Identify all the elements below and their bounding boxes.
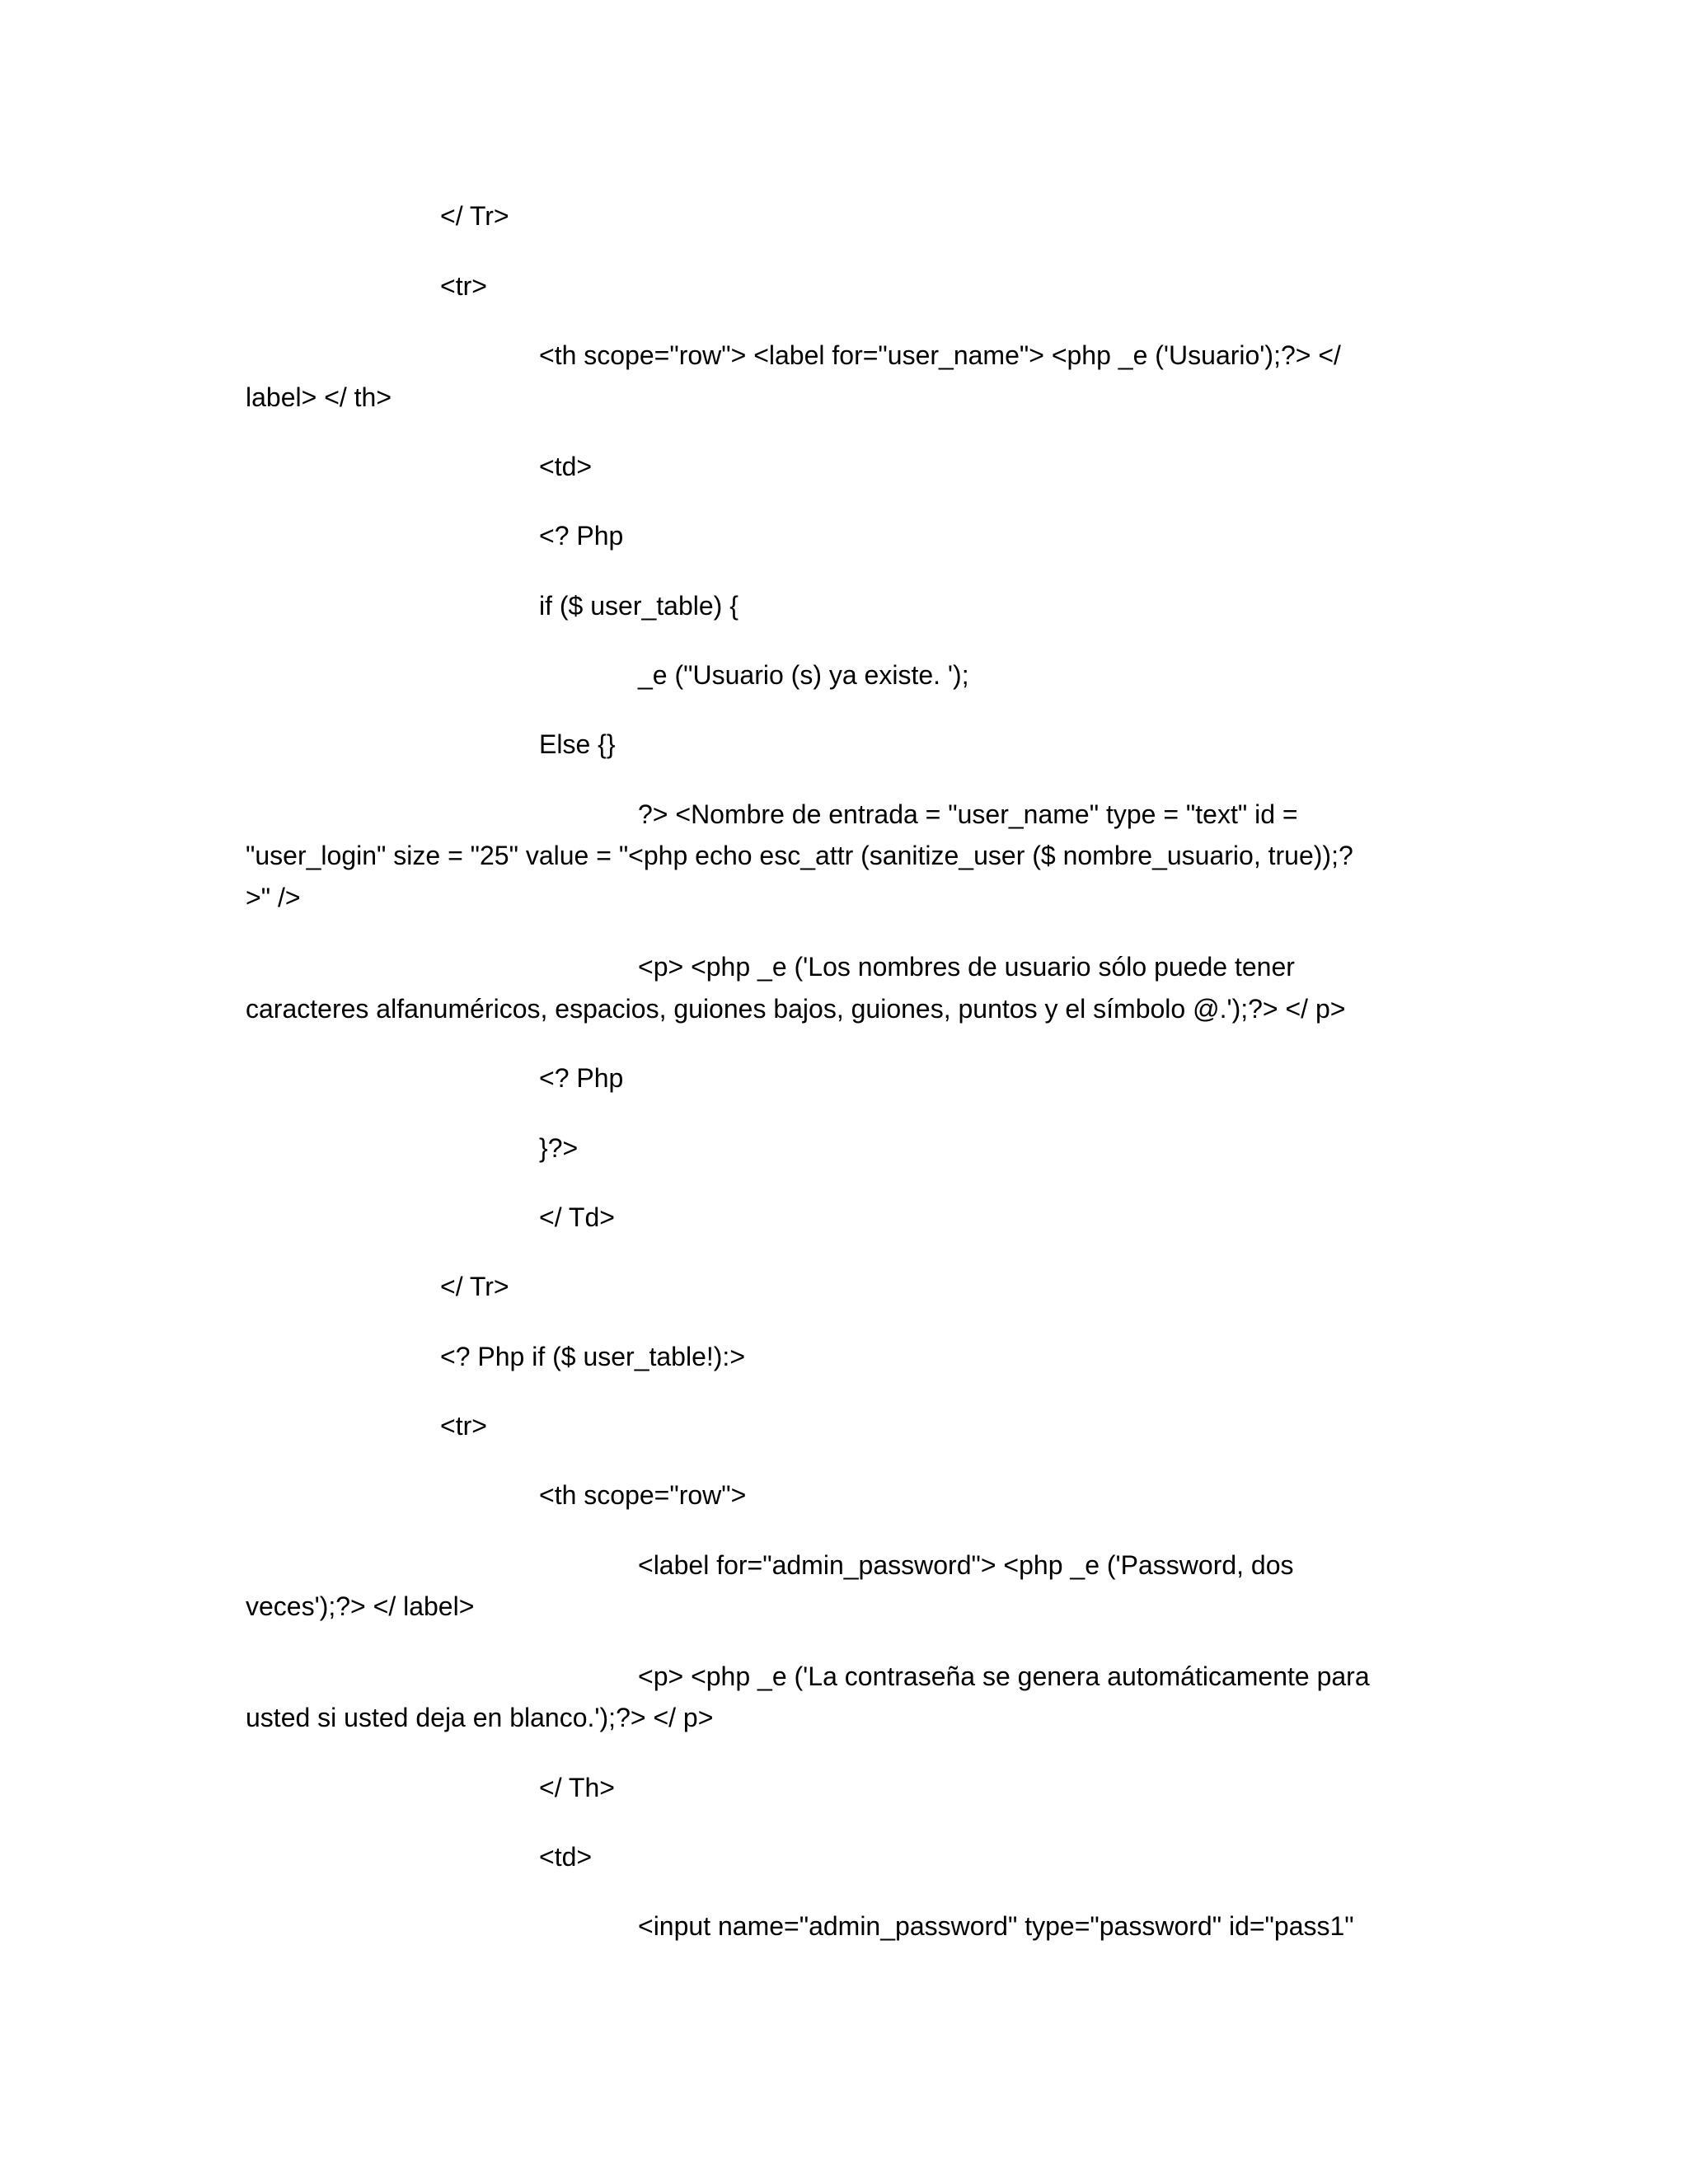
- code-line: </ Tr>: [440, 201, 509, 231]
- code-line: </ Td>: [539, 1202, 615, 1232]
- code-line: <td>: [539, 452, 593, 481]
- code-line: veces');?> </ label>: [246, 1591, 475, 1621]
- code-line: ?> <Nombre de entrada = "user_name" type = "text" id =: [638, 799, 1298, 829]
- code-line: <p> <php _e ('La contraseña se genera automáticamente para: [638, 1661, 1370, 1691]
- code-line: </ Tr>: [440, 1272, 509, 1301]
- code-line: <label for="admin_password"> <php _e ('Password, dos: [638, 1550, 1294, 1580]
- code-line: <p> <php _e ('Los nombres de usuario sólo puede tener: [638, 952, 1295, 982]
- code-line: <? Php: [539, 1063, 624, 1093]
- code-line: <tr>: [440, 271, 487, 301]
- code-line: _e ("Usuario (s) ya existe. ');: [638, 660, 969, 690]
- code-line: <td>: [539, 1842, 593, 1872]
- code-line: Else {}: [539, 729, 616, 759]
- code-line: </ Th>: [539, 1773, 615, 1802]
- code-line: label> </ th>: [246, 382, 392, 412]
- code-line: <? Php: [539, 521, 624, 551]
- code-line: <th scope="row">: [539, 1480, 747, 1510]
- code-line: if ($ user_table) {: [539, 591, 738, 621]
- code-line: <th scope="row"> <label for="user_name"> <php _e ('Usuario');?> </: [539, 340, 1341, 370]
- code-line: <input name="admin_password" type="password" id="pass1": [638, 1911, 1354, 1941]
- code-line: <? Php if ($ user_table!):>: [440, 1342, 745, 1371]
- code-line: }?>: [539, 1133, 579, 1163]
- code-line: <tr>: [440, 1411, 487, 1441]
- code-line: >" />: [246, 883, 301, 912]
- code-line: caracteres alfanuméricos, espacios, guiones bajos, guiones, puntos y el símbolo @.');?> </ p>: [246, 994, 1346, 1024]
- code-line: "user_login" size = "25" value = "<php echo esc_attr (sanitize_user ($ nombre_usuario, true));?: [246, 841, 1353, 870]
- code-line: usted si usted deja en blanco.');?> </ p>: [246, 1703, 714, 1732]
